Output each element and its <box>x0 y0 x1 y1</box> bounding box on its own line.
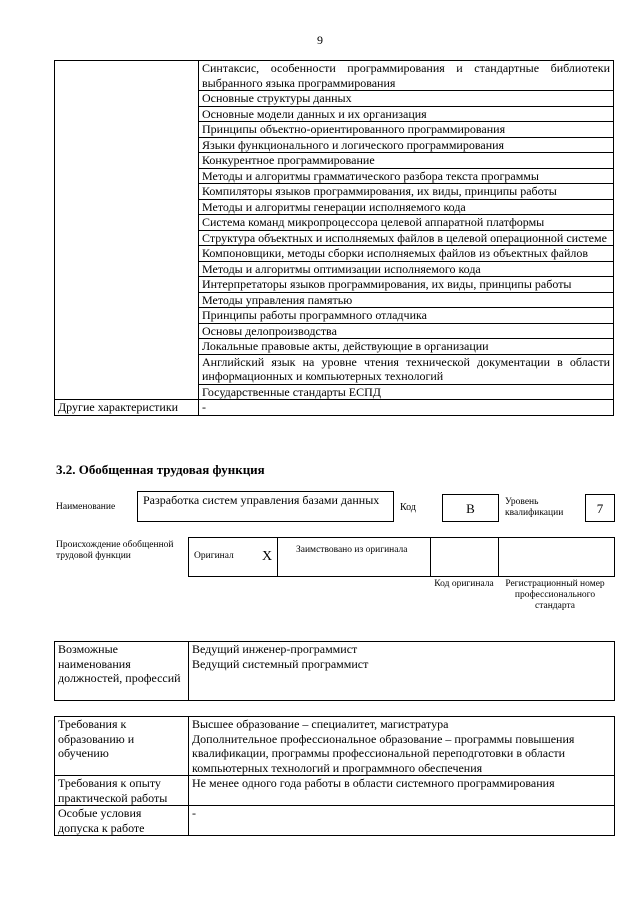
position-item: Ведущий инженер-программист <box>192 642 358 656</box>
requirements-table <box>54 716 615 836</box>
knowledge-item: Структура объектных и исполняемых файлов в целевой операционной системе <box>199 230 614 246</box>
knowledge-item: Основные структуры данных <box>199 91 614 107</box>
knowledge-item: Методы управления памятью <box>199 292 614 308</box>
level-label: Уровень квалификации <box>505 497 564 518</box>
knowledge-item: Методы и алгоритмы оптимизации исполняемого кода <box>199 261 614 277</box>
page-number: 9 <box>317 33 323 47</box>
knowledge-item: Языки функционального и логического программирования <box>199 137 614 153</box>
special-value: - <box>189 806 615 836</box>
positions-values <box>189 642 615 701</box>
education-item: Дополнительное профессиональное образование – программы повышения квалификации, программы профессиональной переподготовки в области компьютерных технологий и программного обеспечения <box>192 731 575 775</box>
special-label: Особые условия допуска к работе <box>55 806 189 836</box>
positions-label: Возможные наименования должностей, профессий <box>55 642 189 701</box>
experience-value: Не менее одного года работы в области системного программирования <box>189 776 615 806</box>
knowledge-item: Синтаксис, особенности программирования и стандартные библиотеки выбранного языка программирования <box>199 61 614 91</box>
code-value: B <box>466 501 475 516</box>
reg-number-caption: Регистрационный номер профессионального стандарта <box>505 579 605 611</box>
education-item: Высшее образование – специалитет, магистратура <box>192 717 449 731</box>
education-label: Требования к образованию и обучению <box>55 717 189 776</box>
knowledge-table <box>54 60 614 416</box>
knowledge-label-cell <box>55 61 199 400</box>
knowledge-item: Основы делопроизводства <box>199 323 614 339</box>
knowledge-row <box>55 61 614 91</box>
other-characteristics-value: - <box>199 400 614 416</box>
original-label: Оригинал <box>194 551 234 561</box>
origin-label: Происхождение обобщенной трудовой функции <box>56 540 174 561</box>
section-title: 3.2. Обобщенная трудовая функция <box>56 462 265 477</box>
experience-label: Требования к опыту практической работы <box>55 776 189 806</box>
function-name-value: Разработка систем управления базами данных <box>143 493 380 507</box>
other-characteristics-row <box>55 400 614 416</box>
code-box <box>442 494 499 522</box>
knowledge-item: Методы и алгоритмы генерации исполняемого кода <box>199 199 614 215</box>
level-box <box>585 494 615 522</box>
borrowed-label: Заимствовано из оригинала <box>296 545 408 555</box>
position-item: Ведущий системный программист <box>192 656 369 671</box>
knowledge-item: Интерпретаторы языков программирования, их виды, принципы работы <box>199 277 614 293</box>
knowledge-item: Принципы объектно-ориентированного программирования <box>199 122 614 138</box>
knowledge-item: Государственные стандарты ЕСПД <box>199 384 614 400</box>
knowledge-item: Методы и алгоритмы грамматического разбора текста программы <box>199 168 614 184</box>
knowledge-item: Локальные правовые акты, действующие в организации <box>199 339 614 355</box>
original-mark: X <box>262 549 273 564</box>
knowledge-item: Основные модели данных и их организация <box>199 106 614 122</box>
origin-box <box>188 537 615 577</box>
positions-table <box>54 641 615 701</box>
knowledge-item: Конкурентное программирование <box>199 153 614 169</box>
knowledge-item: Компиляторы языков программирования, их виды, принципы работы <box>199 184 614 200</box>
knowledge-item: Система команд микропроцессора целевой аппаратной платформы <box>199 215 614 231</box>
knowledge-item: Компоновщики, методы сборки исполняемых файлов из объектных файлов <box>199 246 614 262</box>
code-original-caption: Код оригинала <box>434 579 494 589</box>
knowledge-item: Английский язык на уровне чтения технической документации в области информационных и компьютерных технологий <box>199 354 614 384</box>
other-characteristics-label: Другие характеристики <box>55 400 199 416</box>
knowledge-item: Принципы работы программного отладчика <box>199 308 614 324</box>
level-value: 7 <box>596 501 604 516</box>
code-label: Код <box>400 502 416 513</box>
name-label: Наименование <box>56 502 116 512</box>
education-values <box>189 717 615 776</box>
function-name-box <box>137 491 394 522</box>
